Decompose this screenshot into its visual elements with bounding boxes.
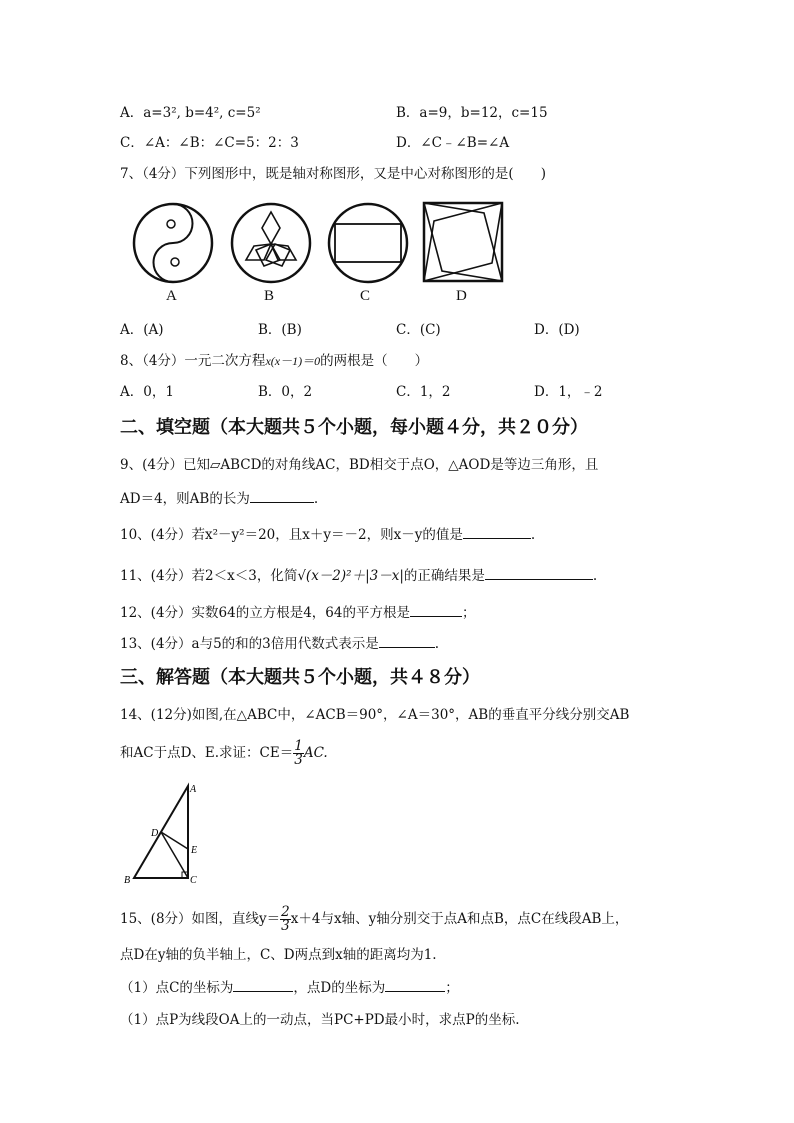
point-label-c: C [190, 875, 197, 886]
q10-text: 10、(4分）若x²－y²＝20，且x＋y＝－2，则x－y的值是 [120, 527, 463, 543]
q15-frac-denominator: 3 [281, 918, 290, 934]
q8-equation: x(x－1)＝0 [265, 354, 321, 368]
section-2-title: 二、填空题（本大题共５个小题，每小题４分，共２０分） [120, 417, 588, 438]
q15-sub1 [120, 977, 459, 997]
q15-sub1-mid: ，点D的坐标为 [293, 980, 386, 996]
q8-option-d: D．1，﹣2 [534, 384, 603, 400]
q10-stem: 10、(4分）若x²－y²＝20，且x＋y＝－2，则x－y的值是 . [120, 524, 535, 544]
q14-line2-text: 和AC于点D、E.求证：CE＝ [120, 745, 294, 761]
rectangle-in-circle-figure [325, 200, 411, 286]
q12-text: 12、(4分）实数64的立方根是4，64的平方根是 [120, 605, 410, 621]
q11-text: 11、(4分）若2＜x＜3，化简 [120, 568, 298, 584]
q15-line2: 点D在y轴的负半轴上，C、D两点到x轴的距离均为1. [120, 947, 437, 963]
section-3-title: 三、解答题（本大题共５个小题，共４８分） [120, 667, 480, 688]
q8-option-a: A．0，1 [120, 384, 174, 400]
point-label-d: D [151, 828, 159, 839]
q14-frac-numerator: 1 [294, 738, 303, 754]
q14-line2-tail: AC. [303, 745, 328, 761]
q15-d-coordinate-blank [385, 977, 445, 992]
q15-line1-text: 15、(8分）如图，直线y＝ [120, 911, 281, 927]
q8-stem-tail: 的两根是（ ） [320, 353, 429, 369]
q7-option-a: A．(A) [120, 322, 164, 338]
q9-line2-text: AD＝4，则AB的长为 [120, 491, 250, 507]
q14-line1: 14、(12分)如图,在△ABC中，∠ACB＝90°，∠A＝30°，AB的垂直平分线分别交AB [120, 707, 630, 723]
q10-answer-blank [463, 524, 531, 539]
q15-sub2: （1）点P为线段OA上的一动点，当PC+PD最小时，求点P的坐标. [120, 1012, 520, 1028]
point-label-e: E [191, 845, 198, 856]
q15-frac-numerator: 2 [281, 904, 290, 920]
q15-sub1-text: （1）点C的坐标为 [120, 980, 234, 996]
q6-option-d: D．∠C﹣∠B=∠A [396, 135, 510, 151]
triangle-abc-figure [122, 780, 212, 890]
q15-sub1-tail: ； [445, 980, 459, 996]
figure-label-c: C [360, 288, 371, 304]
q13-tail: . [434, 636, 440, 652]
q13-answer-blank [379, 633, 435, 648]
q11-radical-expression: √(x－2)²＋|3－x| [297, 568, 404, 584]
q9-line2: AD＝4，则AB的长为 . [120, 488, 318, 508]
q8-stem-text: 8、（4分）一元二次方程 [120, 353, 266, 369]
three-rhombus-figure [228, 200, 314, 286]
q14-fraction [293, 740, 304, 767]
q8-stem [120, 352, 428, 370]
q7-stem: 7、（4分）下列图形中，既是轴对称图形，又是中心对称图形的是( ) [120, 166, 546, 182]
q15-fraction [280, 906, 291, 933]
figure-label-b: B [264, 288, 275, 304]
q9-line1: 9、(4分）已知▱ABCD的对角线AC，BD相交于点O，△AOD是等边三角形，且 [120, 457, 599, 473]
q6-option-a: A．a=3², b=4², c=5² [120, 105, 261, 121]
q13-text: 13、(4分）a与5的和的3倍用代数式表示是 [120, 636, 379, 652]
pinwheel-square-figure [422, 201, 504, 283]
q7-option-b: B．(B) [258, 322, 302, 338]
point-label-a: A [190, 784, 197, 795]
q9-answer-blank [250, 488, 314, 503]
figure-label-a: A [166, 288, 177, 304]
q11-stem: 11、(4分）若2＜x＜3，化简√(x－2)²＋|3－x|的正确结果是 . [120, 565, 597, 585]
q14-frac-denominator: 3 [294, 752, 303, 768]
q11-answer-blank [485, 565, 593, 580]
q7-option-d: D．(D) [534, 322, 580, 338]
q12-answer-blank [410, 602, 462, 617]
q15-line1 [120, 902, 628, 936]
q15-line1-tail: x＋4与x轴、y轴分别交于点A和点B，点C在线段AB上， [290, 911, 629, 927]
q15-c-coordinate-blank [233, 977, 293, 992]
q14-line2 [120, 736, 328, 770]
yin-yang-figure [130, 200, 216, 286]
q13-stem [120, 633, 439, 653]
q11-text-tail: 的正确结果是 [403, 568, 485, 584]
q12-tail: ； [461, 605, 476, 621]
q8-option-b: B．0，2 [258, 384, 313, 400]
q7-option-c: C．(C) [396, 322, 441, 338]
q8-option-c: C．1，2 [396, 384, 451, 400]
figure-label-d: D [456, 288, 467, 304]
point-label-b: B [124, 875, 131, 886]
q6-option-b: B．a=9，b=12，c=15 [396, 105, 548, 121]
q12-stem [120, 602, 475, 622]
q6-option-c: C．∠A：∠B：∠C=5：2：3 [120, 135, 299, 151]
